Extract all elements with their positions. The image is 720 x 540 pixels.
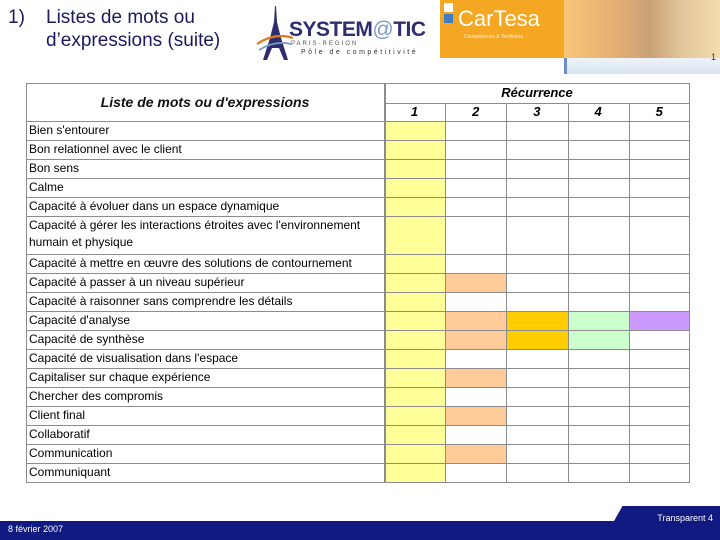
recurrence-cell [385,445,445,463]
recurrence-cell [569,464,629,482]
grid-line [26,425,690,426]
recurrence-cell [507,198,567,216]
row-label: Communiquant [29,465,111,479]
recurrence-cell [507,350,567,368]
recurrence-cell [507,331,567,349]
grid-line [26,330,690,331]
systematic-wordmark [289,18,426,42]
row-label: Capacité d'analyse [29,313,131,327]
recurrence-cell [569,217,629,254]
recurrence-cell [385,464,445,482]
grid-line [26,254,690,255]
header-list: Liste de mots ou d'expressions [100,94,310,110]
recurrence-cell [385,388,445,406]
row-label: Capacité à mettre en œuvre des solutions de contournement [29,256,352,270]
recurrence-cell [630,122,690,140]
recurrence-cell [385,141,445,159]
slide-title-number: 1) [8,7,25,28]
recurrence-cell [630,331,690,349]
recurrence-cell [507,179,567,197]
systematic-tagline: Pôle de compétitivité [301,49,419,56]
recurrence-cell [569,350,629,368]
grid-line [26,311,690,312]
recurrence-cell [630,274,690,292]
recurrence-cell [630,369,690,387]
recurrence-cell [385,255,445,273]
recurrence-cell [507,255,567,273]
row-label: Bien s'entourer [29,123,110,137]
cartesa-tagline: Compétences & Territoires [464,34,523,40]
recurrence-cell [630,464,690,482]
recurrence-cell [569,369,629,387]
recurrence-cell [569,122,629,140]
recurrence-cell [446,160,506,178]
row-label: Capacité à évoluer dans un espace dynamique [29,199,280,213]
recurrence-cell [569,179,629,197]
recurrence-cell [446,331,506,349]
grid-line [568,103,569,482]
recurrence-table [26,83,690,491]
recurrence-cell [569,293,629,311]
cartesa-strip [564,58,720,74]
grid-line [445,103,446,482]
corner-number: 1 [710,52,716,62]
row-label-continued: humain et physique [29,235,134,249]
recurrence-cell [446,122,506,140]
recurrence-cell [569,445,629,463]
recurrence-cell [446,255,506,273]
systematic-at: @ [372,18,394,41]
grid-line [26,83,27,482]
recurrence-cell [630,388,690,406]
grid-line [26,178,690,179]
row-label: Capacité de visualisation dans l'espace [29,351,239,365]
grid-line [689,83,690,482]
recurrence-cell [630,160,690,178]
recurrence-cell [630,445,690,463]
recurrence-cell [630,350,690,368]
grid-line [26,273,690,274]
recurrence-cell [385,198,445,216]
grid-line [26,406,690,407]
recurrence-cell [507,445,567,463]
grid-line [26,159,690,160]
recurrence-cell [385,122,445,140]
recurrence-cell [446,274,506,292]
grid-line [26,368,690,369]
recurrence-cell [630,217,690,254]
row-label: Communication [29,446,113,460]
grid-line [26,444,690,445]
cartesa-banner [440,0,720,74]
grid-line [26,121,690,122]
recurrence-cell [630,312,690,330]
recurrence-cell [630,179,690,197]
header-col-1: 1 [410,104,419,119]
recurrence-cell [446,369,506,387]
recurrence-cell [385,407,445,425]
recurrence-cell [385,293,445,311]
recurrence-cell [446,217,506,254]
grid-line [26,83,690,84]
systematic-logo [255,4,425,62]
recurrence-cell [385,426,445,444]
recurrence-cell [630,141,690,159]
recurrence-cell [630,407,690,425]
recurrence-cell [385,179,445,197]
cartesa-brand: CarTesa [458,6,540,31]
grid-line [384,103,690,104]
row-label: Collaboratif [29,427,90,441]
recurrence-cell [569,255,629,273]
recurrence-cell [446,464,506,482]
grid-line [26,197,690,198]
systematic-region: PARIS-REGION [291,41,359,47]
recurrence-cell [569,274,629,292]
recurrence-cell [569,198,629,216]
grid-line [26,140,690,141]
grid-line [629,103,630,482]
recurrence-cell [507,388,567,406]
header-col-4: 4 [594,104,602,119]
row-label: Capacité de synthèse [29,332,145,346]
recurrence-cell [385,350,445,368]
footer-page-label: Transparent 4 [657,513,713,523]
recurrence-cell [630,426,690,444]
recurrence-cell [507,122,567,140]
recurrence-cell [569,426,629,444]
cartesa-square-icon [444,14,453,23]
grid-line [26,216,690,217]
row-label: Capacité à gérer les interactions étroites avec l'environnement [29,218,361,232]
recurrence-cell [507,160,567,178]
recurrence-cell [630,293,690,311]
recurrence-cell [446,407,506,425]
grid-line [26,292,690,293]
row-label: Calme [29,180,64,194]
recurrence-cell [507,426,567,444]
recurrence-cell [630,198,690,216]
grid-line [26,463,690,464]
recurrence-cell [446,198,506,216]
recurrence-cell [569,141,629,159]
row-label: Bon sens [29,161,80,175]
recurrence-cell [507,293,567,311]
recurrence-cell [446,312,506,330]
header-col-3: 3 [533,104,541,119]
slide-title-text: Listes de mots ou d’expressions (suite) [46,7,221,51]
recurrence-cell [630,255,690,273]
recurrence-cell [385,312,445,330]
systematic-word-a: SYSTEM [289,18,373,41]
recurrence-cell [569,407,629,425]
cartesa-photo-collage [564,0,720,58]
cartesa-square-icon [444,3,453,12]
recurrence-cell [385,331,445,349]
recurrence-cell [446,293,506,311]
grid-line [26,387,690,388]
recurrence-cell [507,407,567,425]
recurrence-cell [507,217,567,254]
grid-line [506,103,507,482]
recurrence-cell [569,331,629,349]
row-label: Capacité à passer à un niveau supérieur [29,275,245,289]
recurrence-cell [569,160,629,178]
header-col-2: 2 [472,104,480,119]
recurrence-cell [385,369,445,387]
recurrence-cell [385,160,445,178]
row-label: Chercher des compromis [29,389,164,403]
systematic-word-b: TIC [393,18,426,41]
recurrence-cell [507,274,567,292]
row-label: Bon relationnel avec le client [29,142,182,156]
header-col-5: 5 [655,104,663,119]
recurrence-cell [446,445,506,463]
recurrence-cell [446,388,506,406]
grid-line [384,83,386,482]
footer-bar [0,521,720,540]
grid-line [26,349,690,350]
recurrence-cell [385,274,445,292]
row-label: Capitaliser sur chaque expérience [29,370,211,384]
recurrence-cell [446,179,506,197]
recurrence-cell [507,464,567,482]
recurrence-cell [446,350,506,368]
recurrence-cell [569,312,629,330]
row-label: Client final [29,408,86,422]
grid-line [26,482,690,483]
recurrence-cell [569,388,629,406]
recurrence-cell [385,217,445,254]
recurrence-cell [507,369,567,387]
row-label: Capacité à raisonner sans comprendre les détails [29,294,293,308]
recurrence-cell [507,141,567,159]
recurrence-cell [446,426,506,444]
header-recurrence: Récurrence [501,85,573,100]
recurrence-cell [446,141,506,159]
footer-date: 8 février 2007 [8,524,64,534]
recurrence-cell [507,312,567,330]
